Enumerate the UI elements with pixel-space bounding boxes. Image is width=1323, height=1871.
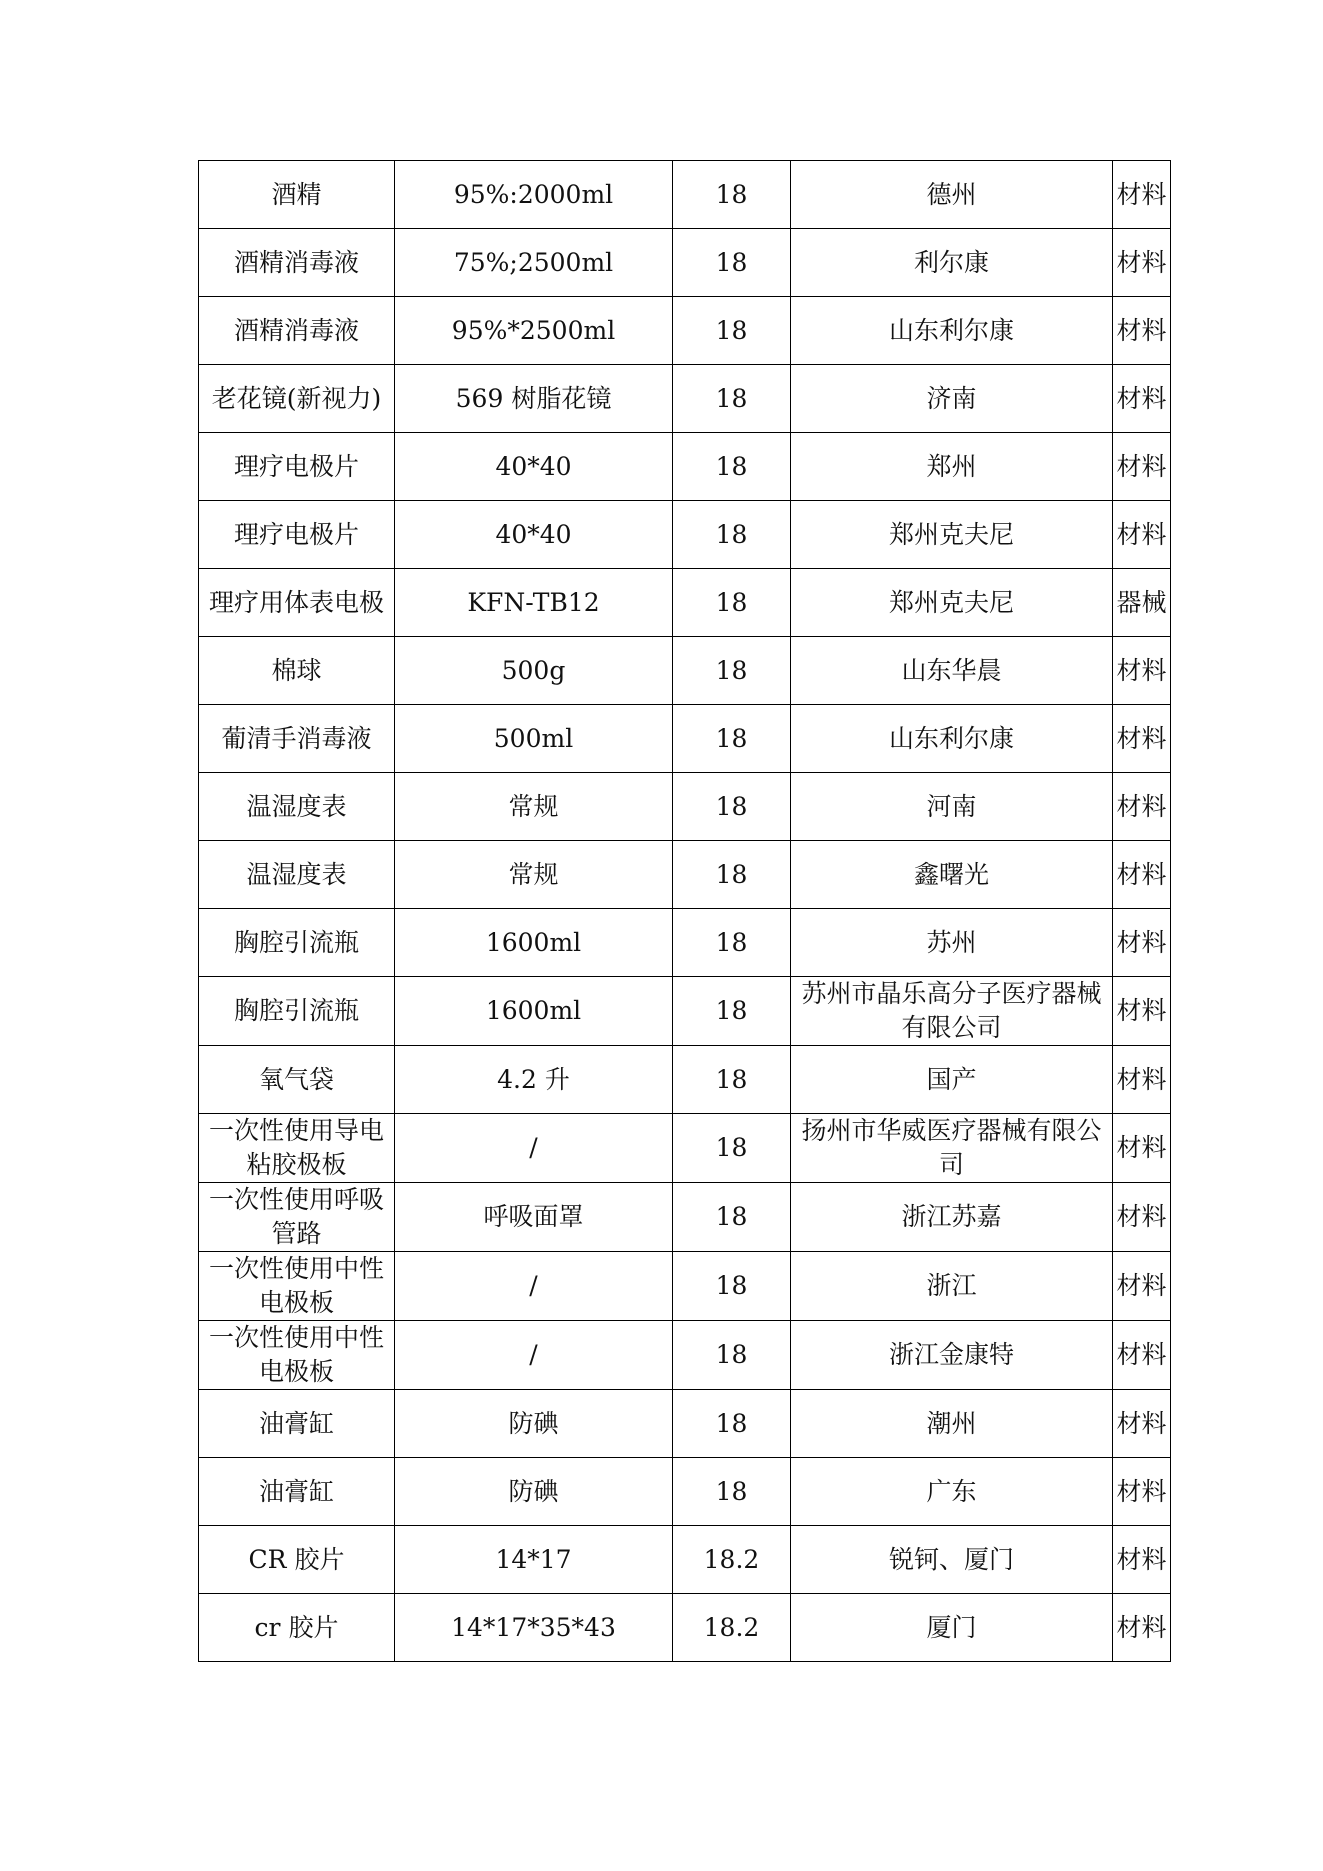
- spec-cell: 500ml: [395, 705, 673, 773]
- category-cell: 材料: [1113, 1594, 1171, 1662]
- spec-cell: /: [395, 1252, 673, 1321]
- table-row: [199, 1458, 1171, 1526]
- rate-cell: 18: [673, 433, 791, 501]
- item-name-cell: 酒精消毒液: [199, 229, 395, 297]
- table-row: [199, 977, 1171, 1046]
- rate-cell: 18: [673, 1321, 791, 1390]
- manufacturer-cell: 苏州: [791, 909, 1113, 977]
- rate-cell: 18: [673, 161, 791, 229]
- rate-cell: 18: [673, 1458, 791, 1526]
- manufacturer-cell: 鑫曙光: [791, 841, 1113, 909]
- manufacturer-cell: 山东利尔康: [791, 297, 1113, 365]
- manufacturer-cell: 锐钶、厦门: [791, 1526, 1113, 1594]
- table-row: [199, 1114, 1171, 1183]
- manufacturer-cell: 浙江苏嘉: [791, 1183, 1113, 1252]
- manufacturer-cell: 厦门: [791, 1594, 1113, 1662]
- category-cell: 材料: [1113, 773, 1171, 841]
- category-cell: 材料: [1113, 1252, 1171, 1321]
- category-cell: 材料: [1113, 977, 1171, 1046]
- spec-cell: 防碘: [395, 1390, 673, 1458]
- manufacturer-cell: 利尔康: [791, 229, 1113, 297]
- table-row: [199, 501, 1171, 569]
- manufacturer-cell: 郑州克夫尼: [791, 569, 1113, 637]
- rate-cell: 18: [673, 1390, 791, 1458]
- table-row: [199, 705, 1171, 773]
- rate-cell: 18: [673, 229, 791, 297]
- table-row: [199, 841, 1171, 909]
- table-row: [199, 297, 1171, 365]
- category-cell: 材料: [1113, 637, 1171, 705]
- manufacturer-cell: 德州: [791, 161, 1113, 229]
- rate-cell: 18: [673, 773, 791, 841]
- table-row: [199, 1526, 1171, 1594]
- table-row: [199, 1321, 1171, 1390]
- rate-cell: 18: [673, 297, 791, 365]
- manufacturer-cell: 扬州市华威医疗器械有限公司: [791, 1114, 1113, 1183]
- item-name-cell: 氧气袋: [199, 1046, 395, 1114]
- category-cell: 材料: [1113, 229, 1171, 297]
- manufacturer-cell: 山东利尔康: [791, 705, 1113, 773]
- material-table: [198, 160, 1171, 1662]
- manufacturer-cell: 浙江: [791, 1252, 1113, 1321]
- item-name-cell: 理疗电极片: [199, 433, 395, 501]
- item-name-cell: CR 胶片: [199, 1526, 395, 1594]
- rate-cell: 18: [673, 977, 791, 1046]
- item-name-cell: 老花镜(新视力): [199, 365, 395, 433]
- spec-cell: 常规: [395, 841, 673, 909]
- item-name-cell: 胸腔引流瓶: [199, 909, 395, 977]
- spec-cell: 40*40: [395, 433, 673, 501]
- category-cell: 材料: [1113, 161, 1171, 229]
- spec-cell: 防碘: [395, 1458, 673, 1526]
- rate-cell: 18: [673, 501, 791, 569]
- manufacturer-cell: 潮州: [791, 1390, 1113, 1458]
- spec-cell: 14*17*35*43: [395, 1594, 673, 1662]
- category-cell: 材料: [1113, 1458, 1171, 1526]
- category-cell: 材料: [1113, 909, 1171, 977]
- table-row: [199, 1183, 1171, 1252]
- table-row: [199, 229, 1171, 297]
- rate-cell: 18: [673, 569, 791, 637]
- category-cell: 材料: [1113, 705, 1171, 773]
- manufacturer-cell: 山东华晨: [791, 637, 1113, 705]
- item-name-cell: 理疗电极片: [199, 501, 395, 569]
- item-name-cell: 一次性使用导电粘胶极板: [199, 1114, 395, 1183]
- spec-cell: 500g: [395, 637, 673, 705]
- rate-cell: 18: [673, 705, 791, 773]
- table-row: [199, 365, 1171, 433]
- table-row: [199, 909, 1171, 977]
- table-row: [199, 1252, 1171, 1321]
- spec-cell: /: [395, 1114, 673, 1183]
- rate-cell: 18: [673, 637, 791, 705]
- category-cell: 材料: [1113, 1046, 1171, 1114]
- item-name-cell: 油膏缸: [199, 1458, 395, 1526]
- item-name-cell: 油膏缸: [199, 1390, 395, 1458]
- item-name-cell: 酒精: [199, 161, 395, 229]
- rate-cell: 18: [673, 1046, 791, 1114]
- category-cell: 材料: [1113, 1114, 1171, 1183]
- category-cell: 材料: [1113, 1526, 1171, 1594]
- item-name-cell: 一次性使用中性电极板: [199, 1252, 395, 1321]
- category-cell: 材料: [1113, 1390, 1171, 1458]
- table-row: [199, 161, 1171, 229]
- spec-cell: 14*17: [395, 1526, 673, 1594]
- spec-cell: 呼吸面罩: [395, 1183, 673, 1252]
- table-row: [199, 1390, 1171, 1458]
- category-cell: 材料: [1113, 501, 1171, 569]
- manufacturer-cell: 国产: [791, 1046, 1113, 1114]
- table-row: [199, 773, 1171, 841]
- category-cell: 材料: [1113, 1321, 1171, 1390]
- spec-cell: 95%:2000ml: [395, 161, 673, 229]
- manufacturer-cell: 郑州克夫尼: [791, 501, 1113, 569]
- spec-cell: 569 树脂花镜: [395, 365, 673, 433]
- table-row: [199, 637, 1171, 705]
- manufacturer-cell: 郑州: [791, 433, 1113, 501]
- spec-cell: 40*40: [395, 501, 673, 569]
- spec-cell: 4.2 升: [395, 1046, 673, 1114]
- spec-cell: 1600ml: [395, 909, 673, 977]
- item-name-cell: 理疗用体表电极: [199, 569, 395, 637]
- rate-cell: 18: [673, 1114, 791, 1183]
- item-name-cell: 温湿度表: [199, 841, 395, 909]
- material-table-body: [199, 161, 1171, 1662]
- category-cell: 材料: [1113, 297, 1171, 365]
- item-name-cell: 胸腔引流瓶: [199, 977, 395, 1046]
- rate-cell: 18: [673, 841, 791, 909]
- category-cell: 材料: [1113, 1183, 1171, 1252]
- spec-cell: KFN-TB12: [395, 569, 673, 637]
- spec-cell: 常规: [395, 773, 673, 841]
- rate-cell: 18: [673, 1252, 791, 1321]
- rate-cell: 18.2: [673, 1594, 791, 1662]
- manufacturer-cell: 广东: [791, 1458, 1113, 1526]
- manufacturer-cell: 苏州市晶乐高分子医疗器械有限公司: [791, 977, 1113, 1046]
- item-name-cell: 葡清手消毒液: [199, 705, 395, 773]
- category-cell: 材料: [1113, 365, 1171, 433]
- rate-cell: 18.2: [673, 1526, 791, 1594]
- item-name-cell: 一次性使用中性电极板: [199, 1321, 395, 1390]
- category-cell: 器械: [1113, 569, 1171, 637]
- item-name-cell: cr 胶片: [199, 1594, 395, 1662]
- manufacturer-cell: 浙江金康特: [791, 1321, 1113, 1390]
- item-name-cell: 棉球: [199, 637, 395, 705]
- spec-cell: 1600ml: [395, 977, 673, 1046]
- table-row: [199, 433, 1171, 501]
- table-row: [199, 1594, 1171, 1662]
- item-name-cell: 温湿度表: [199, 773, 395, 841]
- spec-cell: 95%*2500ml: [395, 297, 673, 365]
- spec-cell: /: [395, 1321, 673, 1390]
- category-cell: 材料: [1113, 433, 1171, 501]
- manufacturer-cell: 济南: [791, 365, 1113, 433]
- table-row: [199, 569, 1171, 637]
- rate-cell: 18: [673, 909, 791, 977]
- category-cell: 材料: [1113, 841, 1171, 909]
- manufacturer-cell: 河南: [791, 773, 1113, 841]
- item-name-cell: 酒精消毒液: [199, 297, 395, 365]
- item-name-cell: 一次性使用呼吸管路: [199, 1183, 395, 1252]
- rate-cell: 18: [673, 365, 791, 433]
- table-row: [199, 1046, 1171, 1114]
- spec-cell: 75%;2500ml: [395, 229, 673, 297]
- rate-cell: 18: [673, 1183, 791, 1252]
